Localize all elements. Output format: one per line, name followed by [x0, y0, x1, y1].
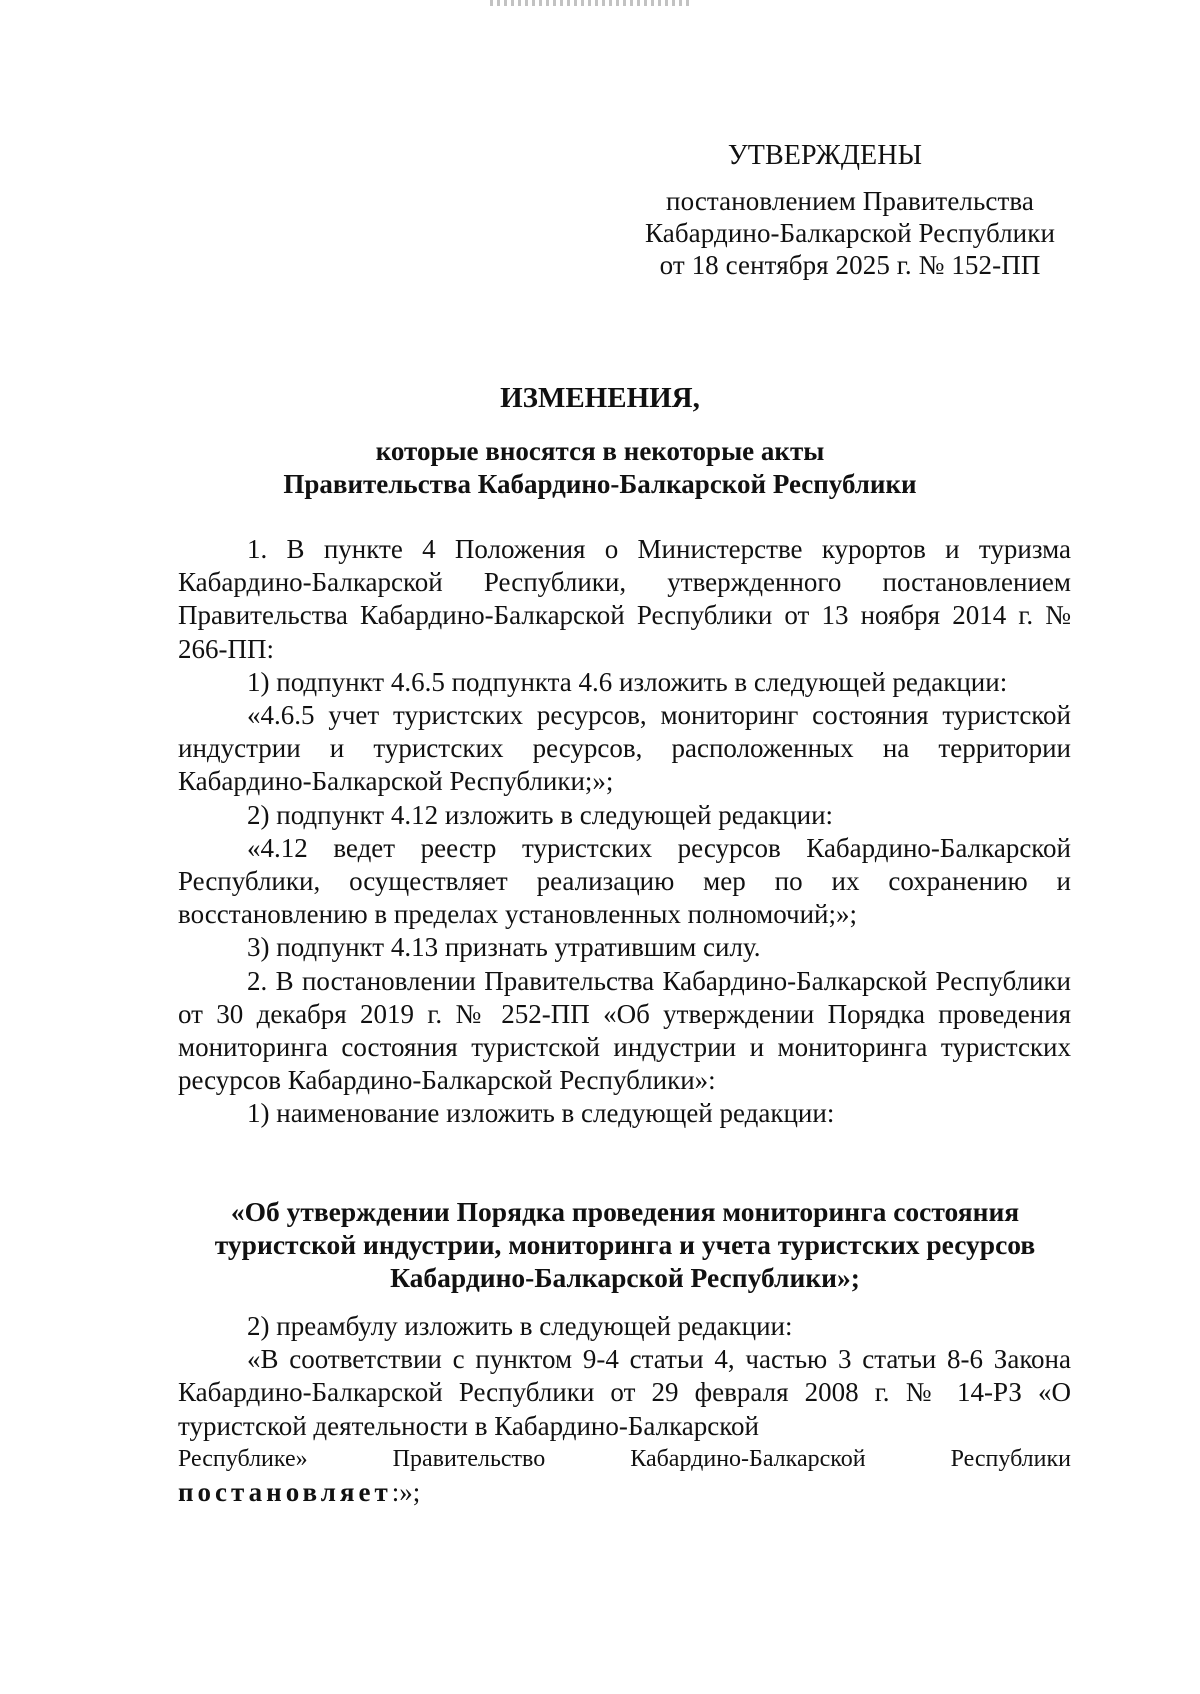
- subtitle-line: Правительства Кабардино-Балкарской Республики: [283, 469, 917, 499]
- decree-word: постановляет: [178, 1477, 392, 1508]
- quoted-title-line: туристской индустрии, мониторинга и учета туристских ресурсов: [214, 1229, 1036, 1260]
- paragraph: 3) подпункт 4.13 признать утратившим силу.: [247, 932, 761, 963]
- quoted-title: [150, 1195, 1100, 1294]
- paragraph: 2) подпункт 4.12 изложить в следующей редакции:: [247, 799, 834, 830]
- paragraph: «4.12 ведет реестр туристских ресурсов Кабардино-Балкарской Республики, осуществляет реализацию мер по их сохранению и восстановлению в пределах установленных полномочий;»;: [178, 832, 1071, 930]
- document-subtitle: [0, 435, 1200, 501]
- scan-artifact: [490, 0, 690, 6]
- body-section-2: [178, 1310, 1071, 1509]
- paragraph: «В соответствии с пунктом 9-4 статьи 4, частью 3 статьи 8-6 Закона Кабардино-Балкарской Республики от 29 февраля 2008 г. № 14-РЗ «О туристской деятельности в Кабардино-Балкарской: [178, 1344, 1071, 1441]
- paragraph: 2. В постановлении Правительства Кабардино-Балкарской Республики от 30 декабря 2019 г. № 252-ПП «Об утверждении Порядка проведения мониторинга состояния туристской индустрии и мониторинга туристских ресурсов Кабардино-Балкарской Республики»:: [178, 965, 1071, 1096]
- approval-line: Кабардино-Балкарской Республики: [645, 218, 1055, 248]
- approval-line: от 18 сентября 2025 г. № 152-ПП: [659, 250, 1041, 280]
- paragraph: 1. В пункте 4 Положения о Министерстве курортов и туризма Кабардино-Балкарской Республики, утвержденного постановлением Правительства Кабардино-Балкарской Республики от 13 ноября 2014 г. № 266-ПП:: [178, 534, 1071, 664]
- paragraph: Республике» Правительство Кабардино-Балкарской Республики: [178, 1445, 1071, 1472]
- paragraph: 2) преамбулу изложить в следующей редакции:: [247, 1311, 793, 1341]
- paragraph-tail: :»;: [391, 1477, 421, 1508]
- paragraph: 1) подпункт 4.6.5 подпункта 4.6 изложить в следующей редакции:: [247, 666, 1008, 697]
- approval-title: УТВЕРЖДЕНЫ: [727, 140, 923, 171]
- paragraph: 1) наименование изложить в следующей редакции:: [247, 1098, 835, 1129]
- subtitle-line: которые вносятся в некоторые акты: [375, 436, 825, 466]
- approval-line: постановлением Правительства: [666, 186, 1034, 216]
- quoted-title-line: «Об утверждении Порядка проведения мониторинга состояния: [230, 1196, 1020, 1227]
- approval-block: [630, 185, 1070, 281]
- quoted-title-line: Кабардино-Балкарской Республики»;: [390, 1262, 860, 1293]
- body-section-1: [178, 533, 1071, 1131]
- paragraph-end: [178, 1476, 1071, 1509]
- paragraph: «4.6.5 учет туристских ресурсов, мониторинг состояния туристской индустрии и туристских ресурсов, расположенных на территории Кабардино-Балкарской Республики;»;: [178, 700, 1071, 797]
- document-title: ИЗМЕНЕНИЯ,: [500, 382, 700, 414]
